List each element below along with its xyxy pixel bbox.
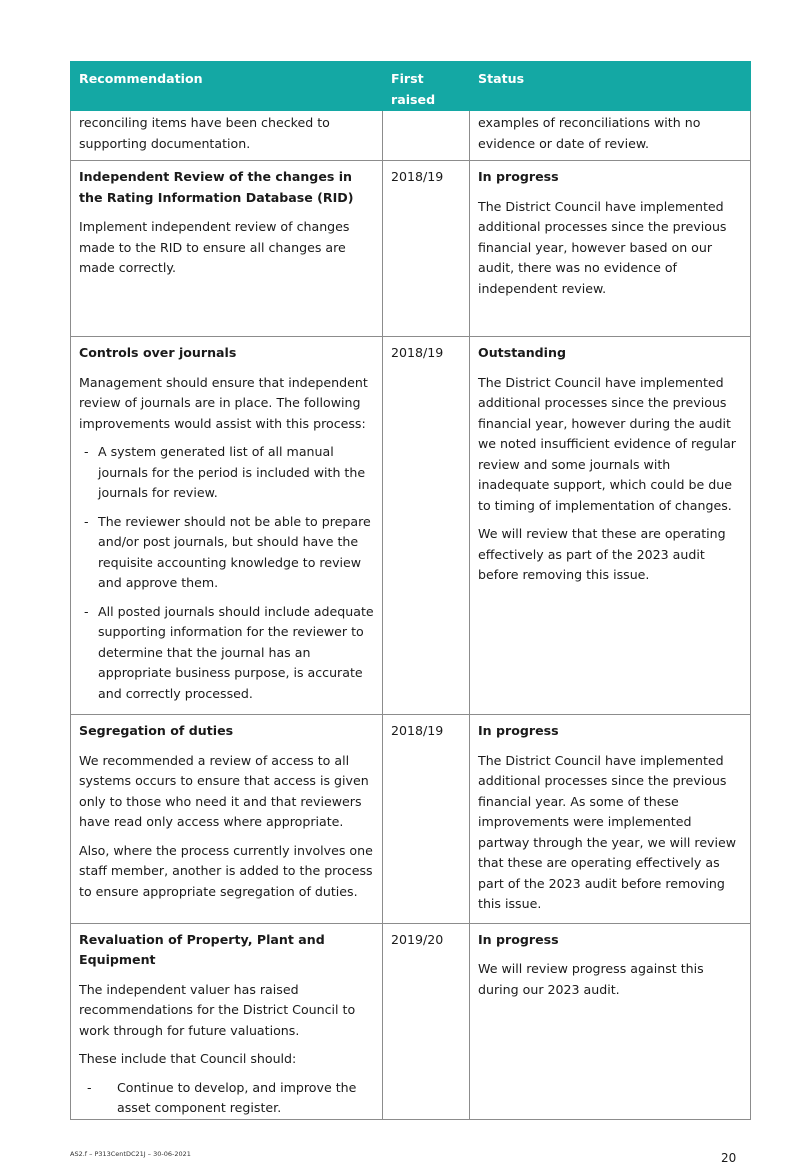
first-raised-year: 2018/19 [391, 723, 444, 738]
recommendation-cell [71, 923, 383, 1119]
status-text: The District Council have implemented additional processes since the previous financial year, however based on our audit, there was no evidence of independent review. [478, 198, 727, 296]
status-cell [470, 337, 751, 715]
status-text: The District Council have implemented additional processes since the previous financial year, however during the audit we noted insufficient evidence of regular review and some journals with inadequate support, which could be due to timing of implementation of changes. [478, 374, 736, 513]
first-raised-cell [383, 337, 470, 715]
page-number: 20 [721, 1151, 737, 1165]
recommendation-heading: Revaluation of Property, Plant and Equipment [79, 931, 325, 967]
status-text: We will review that these are operating effectively as part of the 2023 audit before removing this issue. [478, 526, 726, 582]
list-item: - The reviewer should not be able to prepare and/or post journals, but should have the requisite accounting knowledge to review and approve them. [79, 512, 376, 594]
table-row [71, 161, 751, 337]
list-item: - A system generated list of all manual journals for the period is included with the journals for review. [79, 442, 376, 504]
header-first-raised: First raised [383, 62, 470, 111]
status-label: In progress [478, 931, 559, 947]
first-raised-cell [383, 715, 470, 924]
recommendation-heading: Controls over journals [79, 345, 237, 360]
status-label: Outstanding [478, 345, 566, 360]
recommendation-text: Also, where the process currently involves one staff member, another is added to the process to ensure appropriate segregation of duties. [79, 842, 373, 899]
status-label: In progress [478, 723, 559, 738]
header-status: Status [470, 62, 751, 111]
recommendations-table [70, 61, 751, 1120]
recommendation-cell [71, 715, 383, 924]
recommendation-cell [71, 337, 383, 715]
table-row [71, 715, 751, 924]
status-cell [470, 161, 751, 337]
table-row [71, 923, 751, 1119]
first-raised-cell [383, 923, 470, 1119]
recommendation-text: Management should ensure that independent review of journals are in place. The following improvements would assist with this process: [79, 374, 368, 431]
recommendation-cell [71, 111, 383, 161]
table-row [71, 111, 751, 161]
recommendation-text: These include that Council should: [79, 1051, 297, 1066]
recommendation-text: Implement independent review of changes made to the RID to ensure all changes are made correctly. [79, 219, 350, 275]
recommendation-text: The independent valuer has raised recommendations for the District Council to work through for future valuations. [79, 981, 356, 1038]
list-item: - All posted journals should include adequate supporting information for the reviewer to determine that the journal has an appropriate business purpose, is accurate and correctly processed. [79, 602, 376, 705]
table-row [71, 337, 751, 715]
status-cell [470, 923, 751, 1119]
recommendation-list [79, 442, 376, 704]
status-cell [470, 111, 751, 161]
document-reference: AS2.f – P313CentDC21J – 30-06-2021 [70, 1150, 191, 1158]
first-raised-year: 2019/20 [391, 931, 444, 947]
recommendation-text: reconciling items have been checked to supporting documentation. [79, 115, 330, 151]
header-recommendation: Recommendation [71, 62, 383, 111]
first-raised-year: 2018/19 [391, 345, 444, 360]
recommendation-cell [71, 161, 383, 337]
recommendation-list [79, 1078, 376, 1119]
list-item: - Continue to develop, and improve the asset component register. [79, 1078, 376, 1119]
first-raised-cell [383, 111, 470, 161]
table-header-row [71, 62, 751, 111]
recommendation-text: We recommended a review of access to all systems occurs to ensure that access is given only to those who need it and that reviewers have read only access where appropriate. [79, 752, 369, 829]
status-text: We will review progress against this during our 2023 audit. [478, 961, 704, 997]
recommendation-heading: Segregation of duties [79, 723, 234, 738]
status-label: In progress [478, 169, 559, 184]
status-text: The District Council have implemented additional processes since the previous financial year. As some of these improvements were implemented partway through the year, we will review that these are operating effectively as part of the 2023 audit before removing this issue. [478, 752, 737, 911]
recommendation-heading: Independent Review of the changes in the Rating Information Database (RID) [79, 169, 354, 205]
first-raised-cell [383, 161, 470, 337]
status-cell [470, 715, 751, 924]
status-text: examples of reconciliations with no evidence or date of review. [478, 115, 701, 151]
first-raised-year: 2018/19 [391, 169, 444, 184]
